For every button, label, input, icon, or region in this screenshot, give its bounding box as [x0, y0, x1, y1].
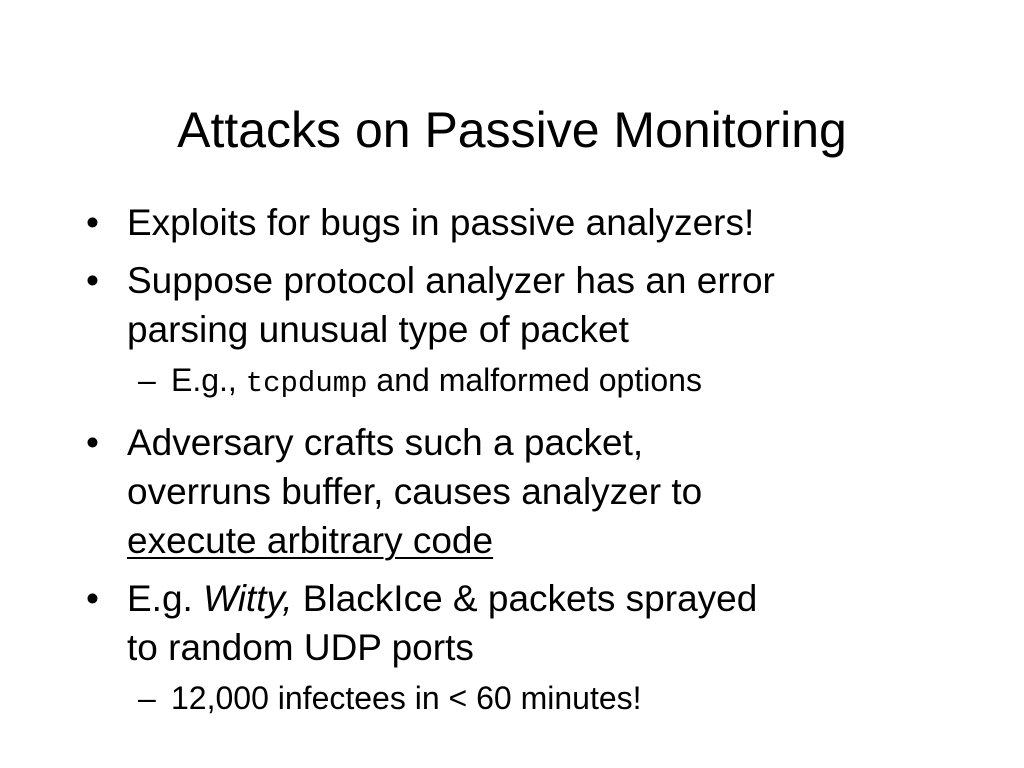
- bullet-icon: •: [86, 260, 99, 301]
- italic-text: Witty,: [203, 578, 293, 619]
- bullet-icon: •: [86, 202, 99, 243]
- slide-title: Attacks on Passive Monitoring: [177, 102, 847, 158]
- dash-icon: –: [138, 680, 156, 716]
- bullet-text-rest: BlackIce & packets sprayed: [292, 578, 758, 619]
- sub-text-suffix: and malformed options: [367, 362, 702, 398]
- slide-body: [80, 198, 980, 732]
- bullet-icon: •: [86, 578, 99, 619]
- bullet-text-line: parsing unusual type of packet: [127, 309, 629, 350]
- sub-text-prefix: E.g.,: [171, 362, 246, 398]
- bullet-item-adversary: [80, 418, 980, 565]
- bullet-icon: •: [86, 422, 99, 463]
- code-text: tcpdump: [245, 367, 368, 400]
- underlined-text: execute arbitrary code: [127, 520, 494, 561]
- sub-item-infectees: [80, 677, 980, 719]
- bullet-text-line: Adversary crafts such a packet,: [127, 422, 644, 463]
- bullet-text-line: to random UDP ports: [127, 627, 474, 668]
- bullet-text: Exploits for bugs in passive analyzers!: [127, 202, 755, 243]
- dash-icon: –: [138, 362, 156, 398]
- bullet-item-witty: [80, 574, 980, 672]
- bullet-text-line: Suppose protocol analyzer has an error: [127, 260, 775, 301]
- bullet-item-protocol-analyzer: [80, 256, 980, 354]
- bullet-item-exploits: [80, 198, 980, 247]
- sub-item-tcpdump: [80, 359, 980, 405]
- bullet-text-prefix: E.g.: [127, 578, 204, 619]
- sub-text: 12,000 infectees in < 60 minutes!: [171, 680, 642, 716]
- bullet-text-line: overruns buffer, causes analyzer to: [127, 471, 703, 512]
